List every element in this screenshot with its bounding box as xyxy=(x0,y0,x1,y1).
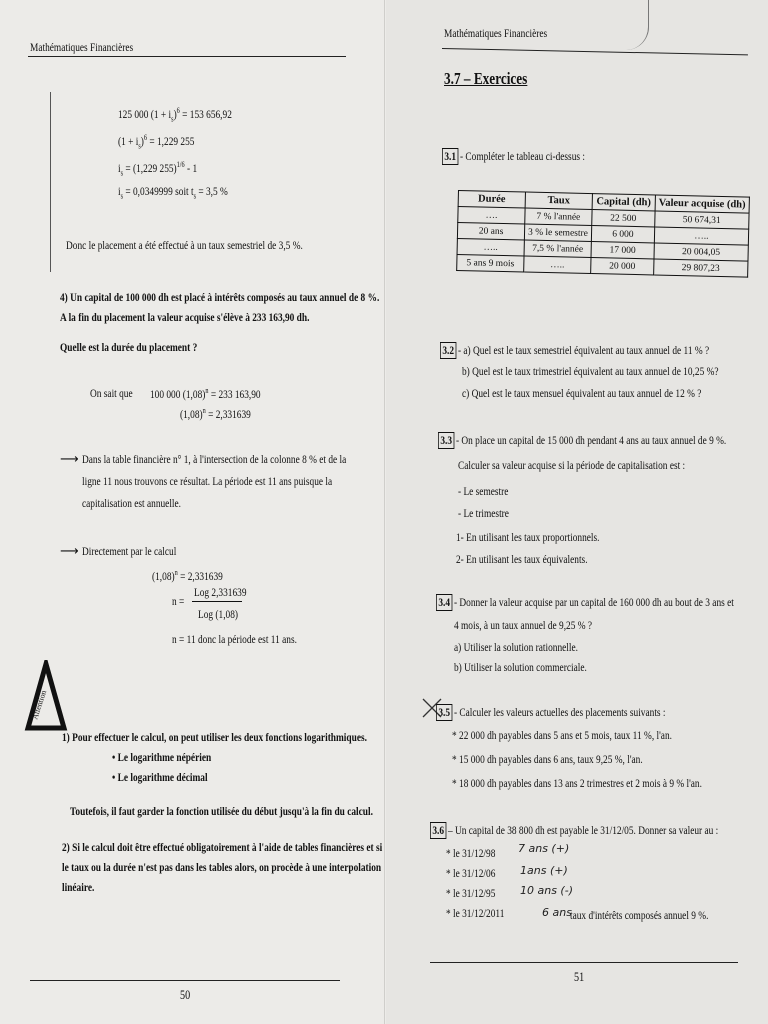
conclusion-text: Donc le placement a été effectué à un taux semestriel de 3,5 %. xyxy=(66,238,303,252)
arrow-icon: ⟶ xyxy=(60,544,79,559)
table-cell: 17 000 xyxy=(591,242,654,259)
exercise-3-6-date4: * le 31/12/2011 xyxy=(446,906,505,920)
exercise-3-5-line1: 3.5 - Calculer les valeurs actuelles des placements suivants : xyxy=(436,704,666,721)
left-header: Mathématiques Financières xyxy=(30,40,134,54)
equation-9: n = 11 donc la période est 11 ans. xyxy=(172,632,297,646)
table-cell: 29 807,23 xyxy=(654,259,748,277)
left-margin-rule xyxy=(50,92,51,272)
equation-2: $(1 + i_s)^6 = 1,229$ 255 xyxy=(118,133,195,151)
left-page-number: 50 xyxy=(180,987,191,1002)
equation-6: $(1,08)^n = 2,331639$ xyxy=(180,406,251,421)
equation-5: 100 000 $(1,08)^n = 233$ 163,90 xyxy=(150,386,261,401)
fraction-bar xyxy=(192,601,242,602)
right-header-rule xyxy=(442,48,748,56)
left-footer-rule xyxy=(30,980,340,981)
arrow-2-text: Directement par le calcul xyxy=(82,544,177,558)
exercise-3-3-line1: 3.3 - On place un capital de 15 000 dh pendant 4 ans au taux annuel de 9 %. xyxy=(438,432,726,449)
equation-8-denominator: Log (1,08) xyxy=(198,607,239,621)
table-cell: 6 000 xyxy=(591,226,654,243)
right-header: Mathématiques Financières xyxy=(444,26,548,40)
table-cell: ….. xyxy=(654,227,748,245)
table-header-cell: Taux xyxy=(525,192,592,210)
table-cell: …. xyxy=(458,207,525,225)
question-4-line1: 4) Un capital de 100 000 dh est placé à intérêts composés au taux annuel de 8 %. xyxy=(60,290,380,304)
left-header-rule xyxy=(28,56,346,57)
table-cell: 50 674,31 xyxy=(655,211,749,229)
handwritten-note: 10 ans (-) xyxy=(520,884,573,897)
right-page-number: 51 xyxy=(574,969,585,984)
handwritten-note: 7 ans (+) xyxy=(518,842,570,855)
exercise-3-1: 3.1 - Compléter le tableau ci-dessus : xyxy=(442,148,585,165)
exercise-number: 3.5 xyxy=(436,704,452,721)
table-header-cell: Durée xyxy=(458,191,525,209)
handwritten-note: 1ans (+) xyxy=(520,864,568,877)
table-cell: 7 % l'année xyxy=(525,208,592,226)
table-cell: 20 004,05 xyxy=(654,243,748,261)
exercise-3-6-date1: * le 31/12/98 xyxy=(446,846,496,860)
arrow-1-line1: Dans la table financière n° 1, à l'intersection de la colonne 8 % et de la xyxy=(82,452,347,466)
table-cell: ….. xyxy=(524,256,591,274)
handwritten-note: 6 ans xyxy=(542,906,572,919)
equation-7: $(1,08)^n = 2,331639$ xyxy=(152,568,223,583)
arrow-icon: ⟶ xyxy=(60,452,79,467)
right-page xyxy=(386,0,768,1024)
exercise-3-3-method1: 1- En utilisant les taux proportionnels. xyxy=(456,530,600,544)
exercise-number: 3.2 xyxy=(440,342,456,359)
exercise-number: 3.6 xyxy=(430,822,446,839)
exercise-3-5-bullet1: * 22 000 dh payables dans 5 ans et 5 mois, taux 11 %, l'an. xyxy=(452,728,672,742)
exercise-3-6-tail: taux d'intérêts composés annuel 9 %. xyxy=(570,908,709,922)
table-cell: 20 000 xyxy=(591,258,654,275)
note-2-line3: linéaire. xyxy=(62,880,95,894)
exercise-3-5-bullet2: * 15 000 dh payables dans 6 ans, taux 9,25 %, l'an. xyxy=(452,752,643,766)
note-toutefois: Toutefois, il faut garder la fonction utilisée du début jusqu'à la fin du calcul. xyxy=(70,804,373,818)
note-1: 1) Pour effectuer le calcul, on peut utiliser les deux fonctions logarithmiques. xyxy=(62,730,367,744)
exercise-3-6-date3: * le 31/12/95 xyxy=(446,886,496,900)
on-sait-que: On sait que xyxy=(90,386,133,400)
exercise-number: 3.1 xyxy=(442,148,458,165)
equation-3: $i_s = (1,229$ 255)$^{1/6}$ - 1 xyxy=(118,160,198,178)
note-2-line2: le taux ou la durée n'est pas dans les tables alors, on procède à une interpolation xyxy=(62,860,382,874)
table-cell: 7,5 % l'année xyxy=(524,240,591,258)
exercise-3-4-a: a) Utiliser la solution rationnelle. xyxy=(454,640,578,654)
table-cell: 5 ans 9 mois xyxy=(457,254,524,272)
equation-8-n: n = xyxy=(172,594,185,608)
exercise-3-4-b: b) Utiliser la solution commerciale. xyxy=(454,660,587,674)
exercise-3-3-method2: 2- En utilisant les taux équivalents. xyxy=(456,552,588,566)
table-cell: 20 ans xyxy=(457,223,524,241)
note-2-line1: 2) Si le calcul doit être effectué obligatoirement à l'aide de tables financières et si xyxy=(62,840,383,854)
equation-8-numerator: Log 2,331639 xyxy=(194,585,247,599)
attention-icon xyxy=(24,660,68,732)
equation-1: 125 000 $(1 + i_s)^6 = 153$ 656,92 xyxy=(118,106,232,124)
exercise-3-4-line2: 4 mois, à un taux annuel de 9,25 % ? xyxy=(454,618,593,632)
exercise-number: 3.4 xyxy=(436,594,452,611)
table-cell: 3 % le semestre xyxy=(524,224,591,242)
exercise-3-5-bullet3: * 18 000 dh payables dans 13 ans 2 trimestres et 2 mois à 9 % l'an. xyxy=(452,776,702,790)
arrow-1-line2: ligne 11 nous trouvons ce résultat. La période est 11 ans puisque la xyxy=(82,474,333,488)
table-cell: 22 500 xyxy=(592,210,655,227)
question-4-line3: Quelle est la durée du placement ? xyxy=(60,340,198,354)
exercise-3-6-line1: 3.6 – Un capital de 38 800 dh est payable le 31/12/05. Donner sa valeur au : xyxy=(430,822,718,839)
attention-label: Attention xyxy=(30,689,49,721)
exercise-3-2-b: b) Quel est le taux trimestriel équivalent au taux annuel de 10,25 %? xyxy=(462,364,719,378)
exercise-3-2-c: c) Quel est le taux mensuel équivalent au taux annuel de 12 % ? xyxy=(462,386,702,400)
table-cell: ….. xyxy=(457,238,524,256)
right-footer-rule xyxy=(430,962,738,963)
exercise-3-4-line1: 3.4 - Donner la valeur acquise par un capital de 160 000 dh au bout de 3 ans et xyxy=(436,594,734,611)
exercise-number: 3.3 xyxy=(438,432,454,449)
exercise-table xyxy=(456,190,750,278)
equation-4: $i_s = 0,0349999$ soit $t_s = 3,5$ % xyxy=(118,184,228,201)
table-header-cell: Valeur acquise (dh) xyxy=(655,195,749,213)
bullet-2: • Le logarithme décimal xyxy=(112,770,208,784)
exercise-3-2-a: 3.2 - a) Quel est le taux semestriel équivalent au taux annuel de 11 % ? xyxy=(440,342,709,359)
exercise-3-3-option1: - Le semestre xyxy=(458,484,509,498)
exercise-3-6-date2: * le 31/12/06 xyxy=(446,866,496,880)
table-header-cell: Capital (dh) xyxy=(592,194,655,211)
section-title: 3.7 – Exercices xyxy=(444,69,528,88)
arrow-1-line3: capitalisation est annuelle. xyxy=(82,496,182,510)
exercise-3-3-option2: - Le trimestre xyxy=(458,506,509,520)
exercise-3-3-line2: Calculer sa valeur acquise si la période de capitalisation est : xyxy=(458,458,686,472)
question-4-line2: A la fin du placement la valeur acquise s'élève à 233 163,90 dh. xyxy=(60,310,310,324)
pencil-curve xyxy=(626,0,649,50)
bullet-1: • Le logarithme népérien xyxy=(112,750,212,764)
